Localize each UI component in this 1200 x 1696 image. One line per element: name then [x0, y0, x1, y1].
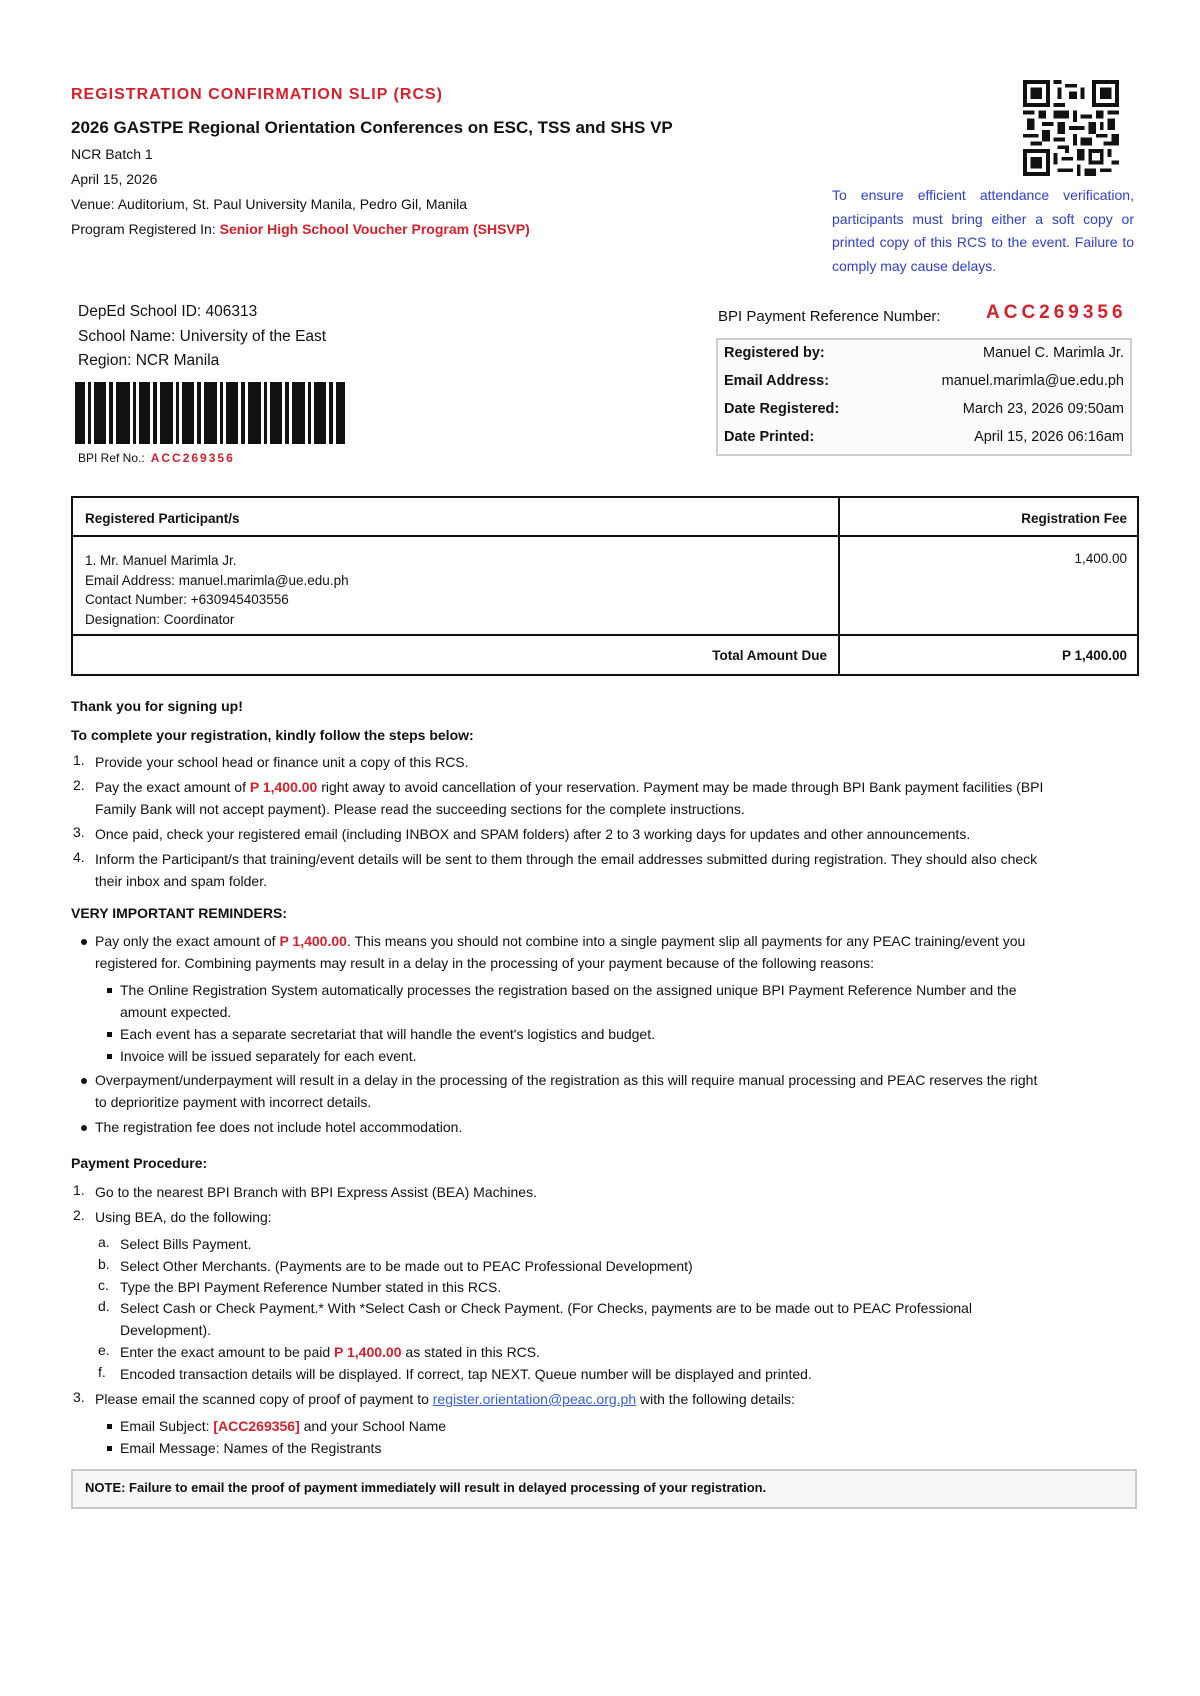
- step-2-text-c: Family Bank will not accept payment). Please read the succeeding sections for the complete instructions.: [95, 800, 745, 817]
- date-registered-row: [718, 401, 1130, 429]
- procedure-sub-e-text-b: as stated in this RCS.: [405, 1344, 541, 1360]
- event-title: 2026 GASTPE Regional Orientation Conferences on ESC, TSS and SHS VP: [71, 118, 673, 137]
- barcode-ref: ACC269356: [150, 451, 235, 465]
- thanks-text: Thank you for signing up!: [71, 698, 243, 714]
- program-line: [71, 221, 530, 237]
- barcode-icon: [75, 382, 345, 444]
- registered-by-label: Registered by:: [724, 345, 825, 361]
- total-label: Total Amount Due: [712, 648, 827, 663]
- procedure-sub-a: Select Bills Payment.: [120, 1236, 252, 1252]
- registered-by-value: Manuel C. Marimla Jr.: [982, 345, 1124, 361]
- procedure-sub-d-text-b: Development).: [120, 1321, 212, 1338]
- event-date: April 15, 2026: [71, 171, 158, 187]
- venue-line: Venue: Auditorium, St. Paul University Manila, Pedro Gil, Manila: [71, 196, 468, 212]
- square-bullet-icon: [107, 988, 112, 993]
- procedure-sub-e-amount: P 1,400.00: [334, 1344, 402, 1360]
- procedure-step-1: Go to the nearest BPI Branch with BPI Express Assist (BEA) Machines.: [95, 1184, 537, 1200]
- bullet-icon: [81, 1078, 87, 1084]
- participant-designation: Designation: Coordinator: [85, 611, 235, 627]
- procedure-title: Payment Procedure:: [71, 1155, 208, 1171]
- school-id: DepEd School ID: 406313: [78, 303, 258, 320]
- step-2-amount: P 1,400.00: [249, 779, 318, 795]
- school-name: School Name: University of the East: [78, 328, 327, 345]
- step-2-text-a: Pay the exact amount of: [95, 779, 246, 795]
- sub-reminder-3: Invoice will be issued separately for each event.: [120, 1048, 417, 1064]
- sub-reminder-2: Each event has a separate secretariat that will handle the event's logistics and budget.: [120, 1026, 656, 1042]
- step-4-text-b: their inbox and spam folder.: [95, 872, 267, 889]
- email-subject-line: [120, 1416, 446, 1438]
- sub-reminder-1-text-b: amount expected.: [120, 1003, 232, 1020]
- procedure-step-3-text-a: Please email the scanned copy of proof of payment to: [95, 1391, 429, 1407]
- barcode-label-text: BPI Ref No.:: [78, 451, 145, 465]
- date-printed-row: [718, 429, 1130, 457]
- participant-contact: Contact Number: +630945403556: [85, 592, 289, 607]
- date-registered-label: Date Registered:: [724, 401, 840, 417]
- date-registered-value: March 23, 2026 09:50am: [962, 401, 1124, 417]
- procedure-sub-f: Encoded transaction details will be displayed. If correct, tap NEXT. Queue number will be displayed and printed.: [120, 1366, 812, 1382]
- participant-email: Email Address: manuel.marimla@ue.edu.ph: [85, 572, 349, 588]
- step-2-text-b: right away to avoid cancellation of your reservation. Payment may be made through BPI Bank payment facilities (BPI: [321, 779, 1044, 795]
- sub-reminder-1-text-a: The Online Registration System automatically processes the registration based on the assigned unique BPI Payment Reference Number and the: [120, 982, 1017, 998]
- registration-details: [716, 338, 1132, 456]
- barcode-label: [78, 451, 235, 465]
- reminder-3: The registration fee does not include hotel accommodation.: [95, 1119, 463, 1135]
- participant-entry: [85, 551, 349, 629]
- date-printed-value: April 15, 2026 06:16am: [974, 429, 1124, 445]
- total-value: P 1,400.00: [1061, 648, 1127, 663]
- note-text: NOTE: Failure to email the proof of payment immediately will result in delayed processing of your registration.: [85, 1480, 767, 1495]
- note-box: [71, 1469, 1137, 1509]
- procedure-sub-b: Select Other Merchants. (Payments are to be made out to PEAC Professional Development): [120, 1258, 693, 1274]
- email-subject-label: Email Subject:: [120, 1418, 210, 1434]
- participant-name: 1. Mr. Manuel Marimla Jr.: [85, 553, 237, 568]
- bpi-ref-value: ACC269356: [986, 302, 1127, 323]
- reminder-1: [95, 931, 1135, 974]
- bullet-icon: [81, 1125, 87, 1131]
- reminder-2: [95, 1070, 1135, 1113]
- procedure-sub-e: [120, 1342, 540, 1364]
- qr-code-icon: [1021, 80, 1121, 176]
- procedure-sub-d: [120, 1298, 1135, 1341]
- sub-reminder-1: [120, 980, 1135, 1023]
- steps-title: To complete your registration, kindly follow the steps below:: [71, 727, 474, 743]
- date-printed-label: Date Printed:: [724, 429, 815, 445]
- email-link[interactable]: register.orientation@peac.org.ph: [432, 1391, 637, 1407]
- step-1: Provide your school head or finance unit a copy of this RCS.: [95, 754, 469, 770]
- step-3: Once paid, check your registered email (including INBOX and SPAM folders) after 2 to 3 working days for updates and other announcements.: [95, 826, 971, 842]
- reminder-1-text-a: Pay only the exact amount of: [95, 933, 276, 949]
- school-region: Region: NCR Manila: [78, 352, 220, 369]
- reminder-2-text-b: to deprioritize payment with incorrect details.: [95, 1093, 372, 1110]
- email-subject-text: and your School Name: [303, 1418, 447, 1434]
- step-4-text-a: Inform the Participant/s that training/event details will be sent to them through the email addresses submitted during registration. They should also check: [95, 851, 1038, 867]
- reminder-1-text-b: . This means you should not combine into a single payment slip all payments for any PEAC training/event you: [346, 933, 1026, 949]
- reminder-2-text-a: Overpayment/underpayment will result in a delay in the processing of the registration as this will require manual processing and PEAC reserves the right: [95, 1072, 1038, 1088]
- square-bullet-icon: [107, 1446, 112, 1451]
- procedure-step-2: Using BEA, do the following:: [95, 1209, 272, 1225]
- procedure-sub-d-text-a: Select Cash or Check Payment.* With *Select Cash or Check Payment. (For Checks, payments are to be made out to PEAC Professional: [120, 1300, 973, 1316]
- email-message-line: Email Message: Names of the Registrants: [120, 1440, 382, 1456]
- square-bullet-icon: [107, 1032, 112, 1037]
- participant-fee: 1,400.00: [1074, 551, 1127, 566]
- step-4: [95, 849, 1135, 892]
- email-value: manuel.marimla@ue.edu.ph: [941, 373, 1124, 389]
- participants-table: [71, 496, 1139, 676]
- slip-title: REGISTRATION CONFIRMATION SLIP (RCS): [71, 86, 443, 103]
- square-bullet-icon: [107, 1054, 112, 1059]
- procedure-step-3: [95, 1389, 795, 1411]
- reminder-1-text-c: registered for. Combining payments may result in a delay in the processing of your payment because of the following reasons:: [95, 954, 874, 971]
- program-value: Senior High School Voucher Program (SHSVP): [219, 221, 530, 237]
- step-2: [95, 777, 1135, 820]
- procedure-step-3-text-b: with the following details:: [640, 1391, 795, 1407]
- attendance-notice: To ensure efficient attendance verification, participants must bring either a soft copy or printed copy of this RCS to the event. Failure to comply may cause delays.: [832, 187, 1134, 274]
- bpi-ref-label: BPI Payment Reference Number:: [718, 308, 941, 325]
- email-row: [718, 373, 1130, 401]
- program-label: Program Registered In:: [71, 221, 216, 237]
- bullet-icon: [81, 939, 87, 945]
- email-label: Email Address:: [724, 373, 830, 389]
- batch-line: NCR Batch 1: [71, 146, 153, 162]
- procedure-sub-e-text-a: Enter the exact amount to be paid: [120, 1344, 331, 1360]
- col-participants-header: Registered Participant/s: [85, 511, 240, 526]
- col-fee-header: Registration Fee: [1021, 511, 1127, 526]
- square-bullet-icon: [107, 1424, 112, 1429]
- email-subject-ref: [ACC269356]: [213, 1418, 300, 1434]
- reminders-title: VERY IMPORTANT REMINDERS:: [71, 905, 287, 921]
- registered-by-row: [718, 345, 1130, 373]
- reminder-1-amount: P 1,400.00: [279, 933, 347, 949]
- procedure-sub-c: Type the BPI Payment Reference Number stated in this RCS.: [120, 1279, 502, 1295]
